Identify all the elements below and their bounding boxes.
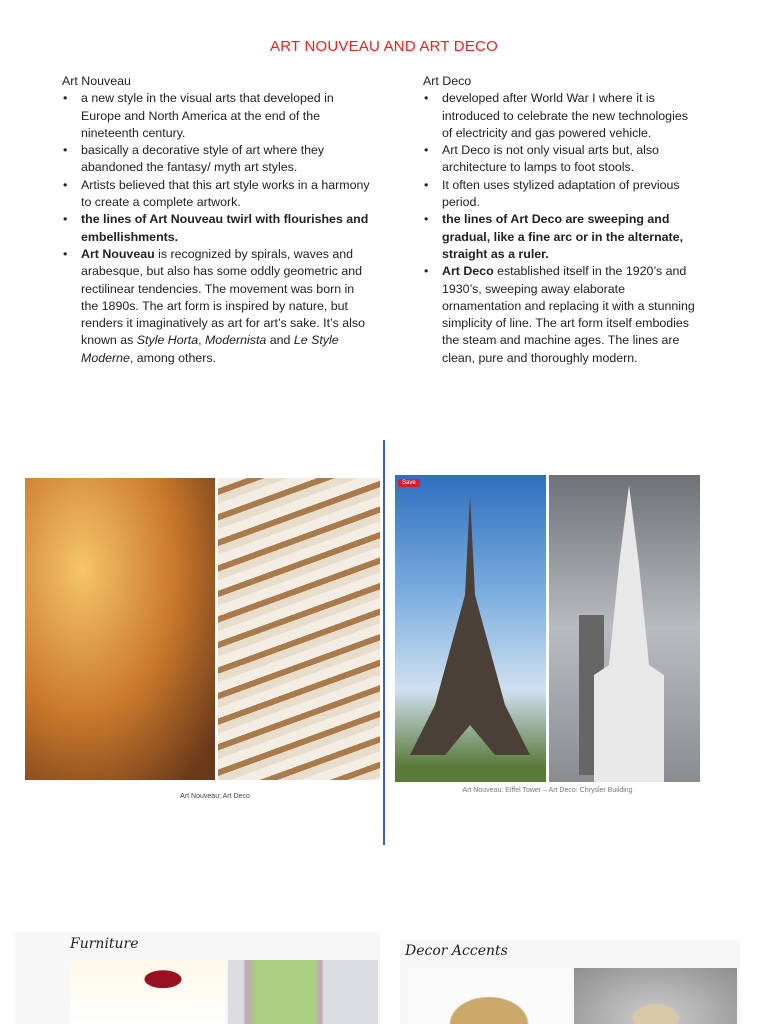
page-title: ART NOUVEAU AND ART DECO bbox=[270, 38, 498, 55]
deco-staircase-image bbox=[218, 478, 380, 780]
save-button[interactable]: Save bbox=[398, 479, 420, 487]
furniture-heading: Furniture bbox=[70, 936, 139, 952]
eiffel-tower-image bbox=[395, 475, 546, 782]
eiffel-tower-icon bbox=[395, 475, 546, 782]
art-deco-heading: Art Deco bbox=[423, 74, 472, 88]
text: and bbox=[266, 333, 294, 348]
list-item: • Art Deco is not only visual arts but, also architecture to lamps to foot stools. bbox=[423, 142, 698, 177]
italic-text: Style Horta bbox=[136, 333, 199, 348]
list-item bbox=[423, 263, 698, 367]
text: , bbox=[198, 333, 205, 348]
text: is recognized by spirals, waves and arabesque, but also has some oddly geometric and rectilinear tendencies. The movement was born in the 1890s. The art form is inspired by nature, but renders it imaginatively as art for art’s sake. It’s also known as bbox=[81, 246, 365, 348]
divider-line bbox=[383, 440, 385, 845]
art-deco-column bbox=[423, 73, 698, 367]
list-item bbox=[423, 211, 698, 263]
chrysler-building-icon bbox=[549, 475, 700, 782]
list-item bbox=[62, 246, 372, 367]
list-item: • developed after World War I where it is introduced to celebrate the new technologies of electricity and gas powered vehicle. bbox=[423, 90, 698, 142]
art-nouveau-heading: Art Nouveau bbox=[62, 74, 131, 88]
bold-text: Art Deco bbox=[442, 264, 494, 279]
egg-ornament-image bbox=[408, 968, 570, 1024]
text: established itself in the 1920’s and 1930’s, sweeping away elaborate ornamentation and replacing it with a stunning simplicity of line. The art form itself embodies the steam and machine ages. The lines are clean, pure and thoroughly modern. bbox=[442, 264, 695, 365]
list-item bbox=[62, 211, 372, 246]
bold-text: the lines of Art Deco are sweeping and gradual, like a fine arc or in the alternate, straight as a ruler. bbox=[442, 212, 684, 261]
italic-text: Modernista bbox=[204, 333, 267, 348]
green-cabinet-image bbox=[228, 960, 378, 1024]
chair-image bbox=[70, 960, 225, 1024]
image-caption: Art Nouveau: Eiffel Tower – Art Deco: Chrysler Building bbox=[462, 787, 633, 794]
text: , among others. bbox=[129, 350, 216, 365]
deco-lamp-image bbox=[574, 968, 737, 1024]
nouveau-staircase-image bbox=[25, 478, 215, 780]
decor-accents-heading: Decor Accents bbox=[405, 943, 508, 959]
list-item: • a new style in the visual arts that developed in Europe and North America at the end of the nineteenth century. bbox=[62, 90, 372, 142]
bold-text: Art Nouveau bbox=[81, 246, 155, 261]
art-nouveau-column bbox=[62, 73, 372, 367]
list-item: • Artists believed that this art style works in a harmony to create a complete artwork. bbox=[62, 177, 372, 212]
chrysler-building-image bbox=[549, 475, 700, 782]
bold-text: the lines of Art Nouveau twirl with flourishes and embellishments. bbox=[81, 212, 369, 244]
italic-text: Le Style Moderne bbox=[81, 333, 339, 365]
list-item: • basically a decorative style of art where they abandoned the fantasy/ myth art styles. bbox=[62, 142, 372, 177]
list-item: • It often uses stylized adaptation of previous period. bbox=[423, 177, 698, 212]
image-caption: Art Nouveau; Art Deco bbox=[180, 793, 250, 800]
